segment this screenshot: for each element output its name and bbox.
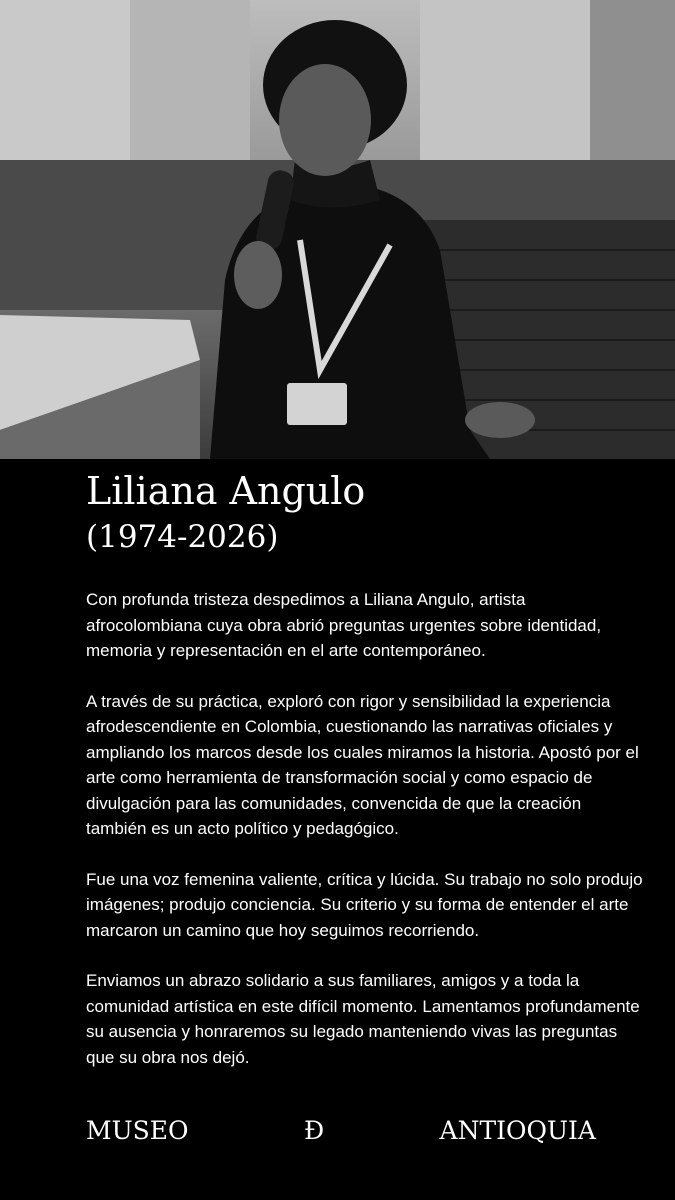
museum-logo	[86, 1115, 596, 1147]
museum-logo-word: ANTIOQUIA	[439, 1116, 596, 1145]
tribute-panel	[0, 459, 675, 1200]
museum-logo-word: MUSEO	[86, 1116, 189, 1145]
portrait-photo-illustration	[0, 0, 675, 459]
museum-logo-mark: Đ	[303, 1116, 325, 1145]
tribute-text	[86, 587, 646, 1095]
portrait-photo	[0, 0, 675, 459]
tribute-paragraph: Enviamos un abrazo solidario a sus familiares, amigos y a toda la comunidad artística en este difícil momento. Lamentamos profundamente su ausencia y honraremos su legado manteniendo vivas las preguntas que su obra nos dejó.	[86, 971, 640, 1067]
tribute-paragraph: Con profunda tristeza despedimos a Liliana Angulo, artista afrocolombiana cuya obra abrió preguntas urgentes sobre identidad, memoria y representación en el arte contemporáneo.	[86, 590, 602, 660]
tribute-years: (1974-2026)	[86, 519, 279, 555]
tribute-paragraph: Fue una voz femenina valiente, crítica y lúcida. Su trabajo no solo produjo imágenes; produjo conciencia. Su criterio y su forma de entender el arte marcaron un camino que hoy seguimos recorriendo.	[86, 869, 643, 940]
tribute-name: Liliana Angulo	[86, 469, 366, 513]
tribute-paragraph: A través de su práctica, exploró con rigor y sensibilidad la experiencia afrodescendiente en Colombia, cuestionando las narrativas oficiales y ampliando los marcos desde los cuales miramos la historia. Apostó por el arte como herramienta de transformación social y como espacio de divulgación para las comunidades, convencida de que la creación también es un acto político y pedagógico.	[86, 691, 639, 838]
